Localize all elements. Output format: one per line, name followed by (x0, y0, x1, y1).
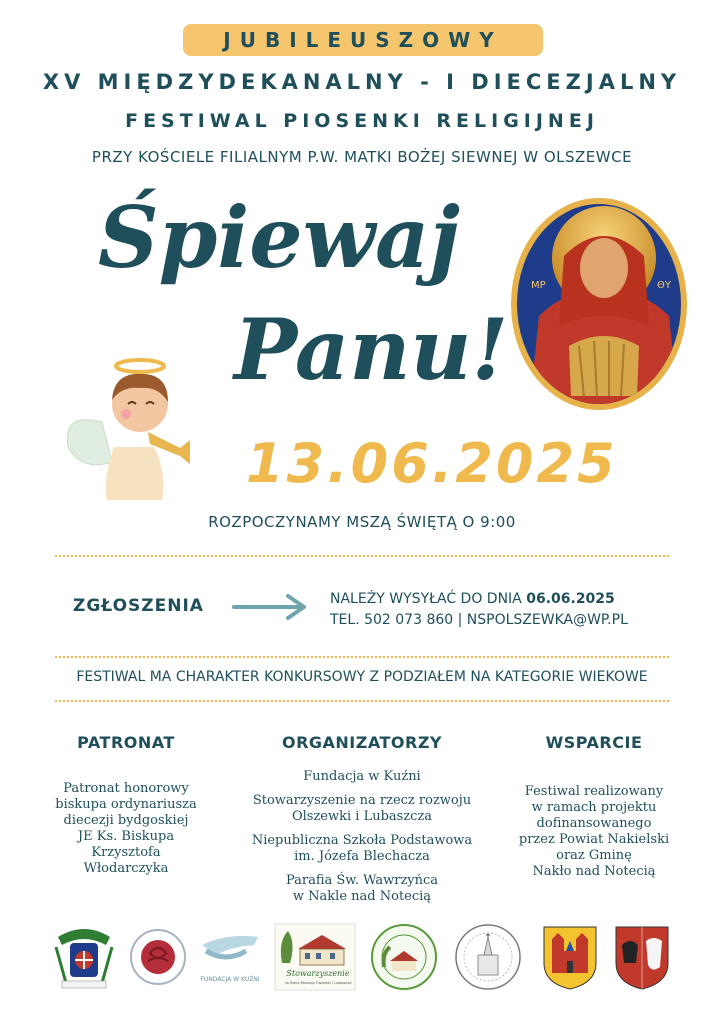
registration-info (330, 589, 628, 631)
parish-logo (454, 923, 522, 991)
fundacja-w-kuzni-logo (196, 923, 264, 991)
organizer-line: Fundacja w Kuźni (303, 769, 421, 784)
patronat-line: diecezji bydgoskiej (63, 813, 189, 828)
divider-bottom (55, 700, 669, 702)
icon-inscription-left: MP (531, 280, 546, 291)
organizer-line: Olszewki i Lubaszcza (291, 809, 433, 824)
madonna-icon-image (509, 196, 689, 412)
wsparcie-line: Festiwal realizowany (524, 784, 664, 799)
stowarzyszenie-logo-title: Stowarzyszenie (286, 969, 350, 978)
stowarzyszenie-logo-subtitle: na Rzecz Rozwoju Olszewki i Lubaszcza (284, 981, 352, 985)
registration-contact: TEL. 502 073 860 | NSPOLSZEWKA@WP.PL (330, 612, 628, 628)
registration-deadline-date: 06.06.2025 (526, 591, 615, 607)
icon-inscription-right: ΘΥ (657, 280, 671, 291)
jubilee-badge: JUBILEUSZOWY (183, 24, 543, 56)
organizer-line: Niepubliczna Szkoła Podstawowa (251, 833, 473, 848)
wsparcie-line: w ramach projektu (531, 800, 657, 815)
patronat-column (40, 733, 212, 877)
wsparcie-heading: WSPARCIE (545, 733, 643, 752)
wsparcie-column (508, 733, 680, 880)
divider-middle (55, 656, 669, 658)
arrow-right-icon (232, 592, 308, 622)
gmina-coat-of-arms-logo (612, 923, 672, 991)
patronat-text (40, 781, 212, 877)
organizatorzy-text (232, 769, 492, 905)
organizer-line: w Nakle nad Notecią (292, 889, 432, 904)
heading-line-3: PRZY KOŚCIELE FILIALNYM P.W. MATKI BOŻEJ SIEWNEJ W OLSZEWCE (91, 148, 633, 166)
heading-line-2: FESTIWAL PIOSENKI RELIGIJNEJ (125, 110, 599, 132)
rose-logo (124, 923, 192, 991)
organizatorzy-heading: ORGANIZATORZY (281, 733, 443, 752)
wsparcie-line: Nakło nad Notecią (532, 864, 656, 879)
mass-info: ROZPOCZYNAMY MSZĄ ŚWIĘTĄ O 9:00 (208, 513, 516, 531)
angel-illustration (62, 352, 194, 502)
title-word-1: Śpiewaj (98, 188, 460, 287)
divider-top (55, 555, 669, 557)
registration-deadline-prefix: NALEŻY WYSYŁAĆ DO DNIA (330, 591, 527, 607)
organizer-line: im. Józefa Blechacza (294, 849, 430, 864)
school-logo (370, 923, 438, 991)
organizer-line: Parafia Św. Wawrzyńca (285, 873, 439, 888)
patronat-line: Patronat honorowy (63, 781, 189, 796)
patronat-line: JE Ks. Biskupa (77, 829, 175, 844)
title-word-2: Panu! (234, 300, 509, 399)
powiat-coat-of-arms-logo (540, 923, 600, 991)
festival-note: FESTIWAL MA CHARAKTER KONKURSOWY Z PODZIAŁEM NA KATEGORIE WIEKOWE (76, 669, 648, 685)
patronat-line: Krzysztofa (91, 845, 161, 860)
event-date: 13.06.2025 (246, 432, 618, 495)
patronat-heading: PATRONAT (77, 733, 175, 752)
heading-line-1: XV MIĘDZYDEKANALNY - I DIECEZJALNY (42, 70, 682, 94)
wsparcie-text (508, 784, 680, 880)
wsparcie-line: przez Powiat Nakielski (518, 832, 670, 847)
wsparcie-line: dofinansowanego (536, 816, 652, 831)
registration-label: ZGŁOSZENIA (73, 596, 204, 616)
patronat-line: Włodarczyka (83, 861, 169, 876)
stowarzyszenie-logo (274, 923, 356, 991)
wsparcie-line: oraz Gminę (556, 848, 632, 863)
organizatorzy-column (232, 733, 492, 905)
organizer-line: Stowarzyszenie na rzecz rozwoju (252, 793, 472, 808)
fundacja-caption: FUNDACJA W KUŹNI (200, 976, 260, 983)
bishop-coat-of-arms-logo (50, 923, 118, 991)
patronat-line: biskupa ordynariusza (55, 797, 197, 812)
